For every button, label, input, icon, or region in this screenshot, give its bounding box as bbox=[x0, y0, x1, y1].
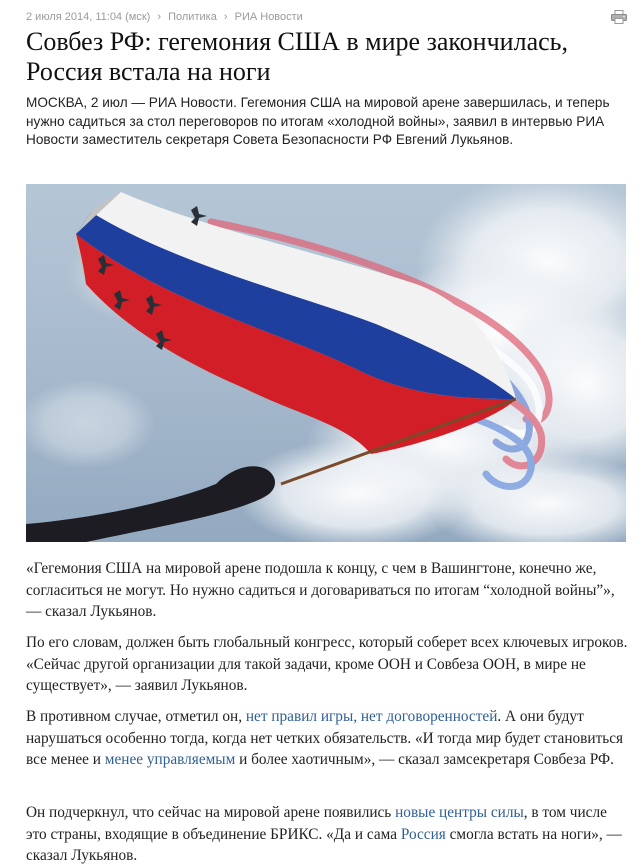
article-photo bbox=[26, 184, 626, 542]
related-link[interactable]: Россия bbox=[400, 825, 446, 843]
breadcrumb-separator: › bbox=[223, 11, 228, 23]
paragraph-text: смогла встать на ноги», — сказал Лукьянов. bbox=[26, 825, 622, 864]
related-link[interactable]: новые центры силы bbox=[395, 804, 524, 821]
rubric-link[interactable]: Политика bbox=[168, 11, 217, 23]
article-paragraph bbox=[26, 706, 628, 771]
paragraph-text: , в том числе это страны, входящие в объединение БРИКС. «Да и сама bbox=[26, 804, 607, 843]
paragraph-text: . А они будут нарушаться особенно тогда, когда нет четких обязательств. «И тогда мир будет становиться все менее и bbox=[26, 708, 624, 768]
article-paragraph bbox=[26, 802, 628, 867]
related-link[interactable]: нет правил игры, нет договоренностей bbox=[245, 708, 498, 725]
printer-icon[interactable] bbox=[611, 10, 627, 24]
article-meta bbox=[26, 11, 303, 23]
article-paragraph: «Гегемония США на мировой арене подошла к концу, с чем в Вашингтоне, конечно же, согласиться не могут. Но нужно садиться и договариваться по итогам “холодной войны”», — сказал Лукьянов. bbox=[26, 560, 615, 620]
article-paragraph: По его словам, должен быть глобальный конгресс, который соберет всех ключевых игроков. «Сейчас другой организации для такой задачи, кроме ООН и Совбеза ООН, в мире не существует», — заявил Лукьянов. bbox=[26, 634, 628, 694]
article-title: Совбез РФ: гегемония США в мире закончилась, Россия встала на ноги bbox=[26, 27, 569, 86]
breadcrumb-separator: › bbox=[157, 11, 162, 23]
paragraph-text: Он подчеркнул, что сейчас на мировой арене появились bbox=[26, 804, 396, 821]
article-lead: МОСКВА, 2 июл — РИА Новости. Гегемония США на мировой арене завершилась, и теперь нужно садиться за стол переговоров по итогам «холодной войны», заявил в интервью РИА Новости заместитель секретаря Совета Безопасности РФ Евгений Лукьянов. bbox=[26, 95, 610, 147]
paragraph-text: и более хаотичным», — сказал замсекретаря Совбеза РФ. bbox=[235, 751, 614, 768]
paragraph-text: В противном случае, отметил он, bbox=[26, 708, 246, 725]
related-link[interactable]: менее управляемым bbox=[104, 751, 236, 768]
source-link[interactable]: РИА Новости bbox=[234, 11, 303, 23]
publish-date: 2 июля 2014, 11:04 (мск) bbox=[26, 11, 151, 23]
